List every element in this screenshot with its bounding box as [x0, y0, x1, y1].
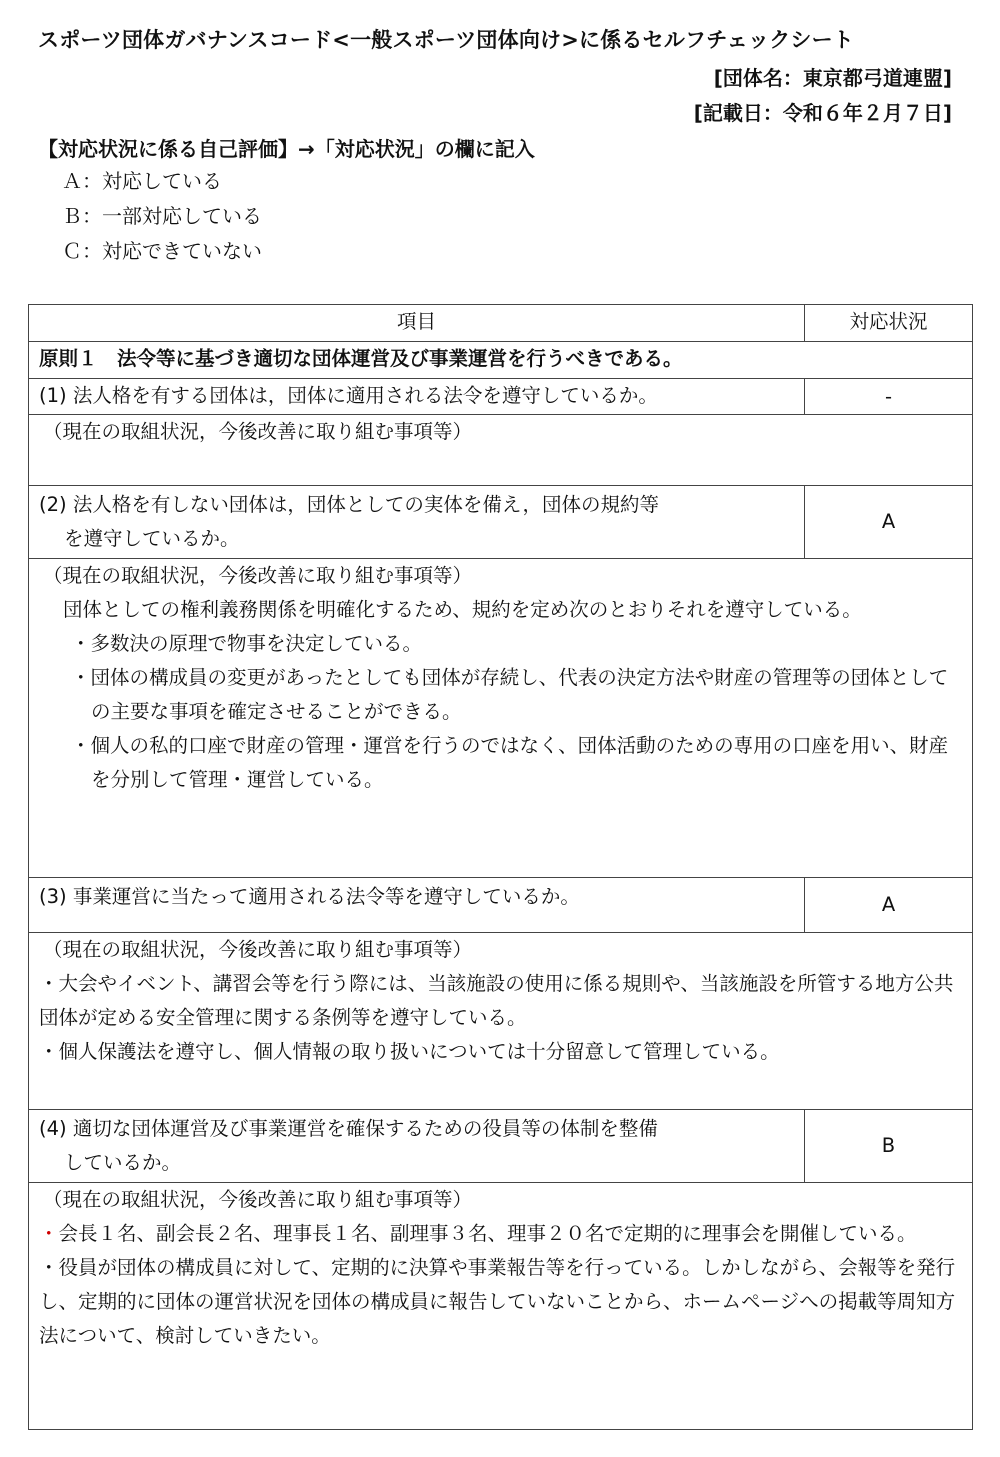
question-2-line1: (2) 法人格を有しない団体は，団体としての実体を備え，団体の規約等	[39, 493, 659, 516]
question-4-line1: (4) 適切な団体運営及び事業運営を確保するための役員等の体制を整備	[39, 1117, 658, 1140]
notes-cell-4	[29, 1183, 973, 1430]
question-1-status: -	[805, 379, 973, 415]
question-3-status: A	[805, 878, 973, 933]
notes-cell-3	[29, 933, 973, 1110]
notes-4-bullet-1	[39, 1217, 962, 1251]
question-row-3	[29, 878, 973, 933]
organization-name: [団体名：東京都弓道連盟]	[713, 66, 952, 90]
table-header-row	[29, 305, 973, 342]
notes-4-bullet-2: ・役員が団体の構成員に対して、定期的に決算や事業報告等を行っている。しかしながら、会報等を発行し、定期的に団体の運営状況を団体の構成員に報告していないことから、ホームページへの掲載等周知方法について、検討していきたい。	[39, 1256, 956, 1347]
question-row-4	[29, 1110, 973, 1183]
legend-title: 【対応状況に係る自己評価】→「対応状況」の欄に記入	[38, 137, 535, 161]
question-2-cell	[29, 486, 805, 559]
notes-label: （現在の取組状況，今後改善に取り組む事項等）	[43, 420, 473, 443]
page-title: スポーツ団体ガバナンスコード<一般スポーツ団体向け>に係るセルフチェックシート	[38, 28, 854, 52]
notes-cell-1	[29, 415, 973, 486]
notes-label: （現在の取組状況，今後改善に取り組む事項等）	[43, 564, 473, 587]
question-3-text: (3) 事業運営に当たって適用される法令等を遵守しているか。	[29, 878, 805, 933]
notes-label: （現在の取組状況，今後改善に取り組む事項等）	[43, 938, 473, 961]
self-check-table	[28, 304, 973, 1430]
notes-2-paragraph: 団体としての権利義務関係を明確化するため、規約を定め次のとおりそれを遵守している。	[63, 598, 862, 621]
notes-3-bullet-1: ・大会やイベント、講習会等を行う際には、当該施設の使用に係る規則や、当該施設を所管する地方公共団体が定める安全管理に関する条例等を遵守している。	[39, 972, 954, 1029]
legend-list	[62, 164, 262, 269]
notes-cell-2	[29, 559, 973, 878]
notes-row-2	[29, 559, 973, 878]
record-date: [記載日：令和６年２月７日]	[693, 101, 952, 125]
legend-item-a: Ａ：対応している	[62, 169, 222, 193]
legend-item-b: Ｂ：一部対応している	[62, 204, 262, 228]
notes-row-4	[29, 1183, 973, 1430]
notes-label: （現在の取組状況，今後改善に取り組む事項等）	[43, 1188, 473, 1211]
question-2-status: A	[805, 486, 973, 559]
legend-item-c: Ｃ：対応できていない	[62, 239, 262, 263]
notes-4-bullet-1-text: 会長１名、副会長２名、理事長１名、副理事３名、理事２０名で定期的に理事会を開催している。	[58, 1222, 917, 1245]
notes-row-3	[29, 933, 973, 1110]
notes-2-bullet-3: ・個人の私的口座で財産の管理・運営を行うのではなく、団体活動のための専用の口座を用い、財産を分別して管理・運営している。	[71, 734, 949, 791]
question-2-line2: を遵守しているか。	[64, 527, 240, 550]
question-row-2	[29, 486, 973, 559]
principle-row	[29, 342, 973, 379]
question-4-status: B	[805, 1110, 973, 1183]
question-1-text: (1) 法人格を有する団体は，団体に適用される法令を遵守しているか。	[29, 379, 805, 415]
notes-3-bullet-2: ・個人保護法を遵守し、個人情報の取り扱いについては十分留意して管理している。	[39, 1040, 780, 1063]
notes-2-bullet-1: ・多数決の原理で物事を決定している。	[71, 632, 423, 655]
notes-row-1	[29, 415, 973, 486]
question-4-line2: しているか。	[64, 1151, 182, 1174]
question-row-1	[29, 379, 973, 415]
principle-heading: 原則１ 法令等に基づき適切な団体運営及び事業運営を行うべきである。	[29, 342, 973, 379]
column-header-status: 対応状況	[805, 305, 973, 342]
notes-2-bullet-2: ・団体の構成員の変更があったとしても団体が存続し、代表の決定方法や財産の管理等の団体としての主要な事項を確定させることができる。	[71, 666, 949, 723]
question-4-cell	[29, 1110, 805, 1183]
column-header-item: 項目	[29, 305, 805, 342]
bullet-mark-red: ・	[39, 1222, 59, 1245]
